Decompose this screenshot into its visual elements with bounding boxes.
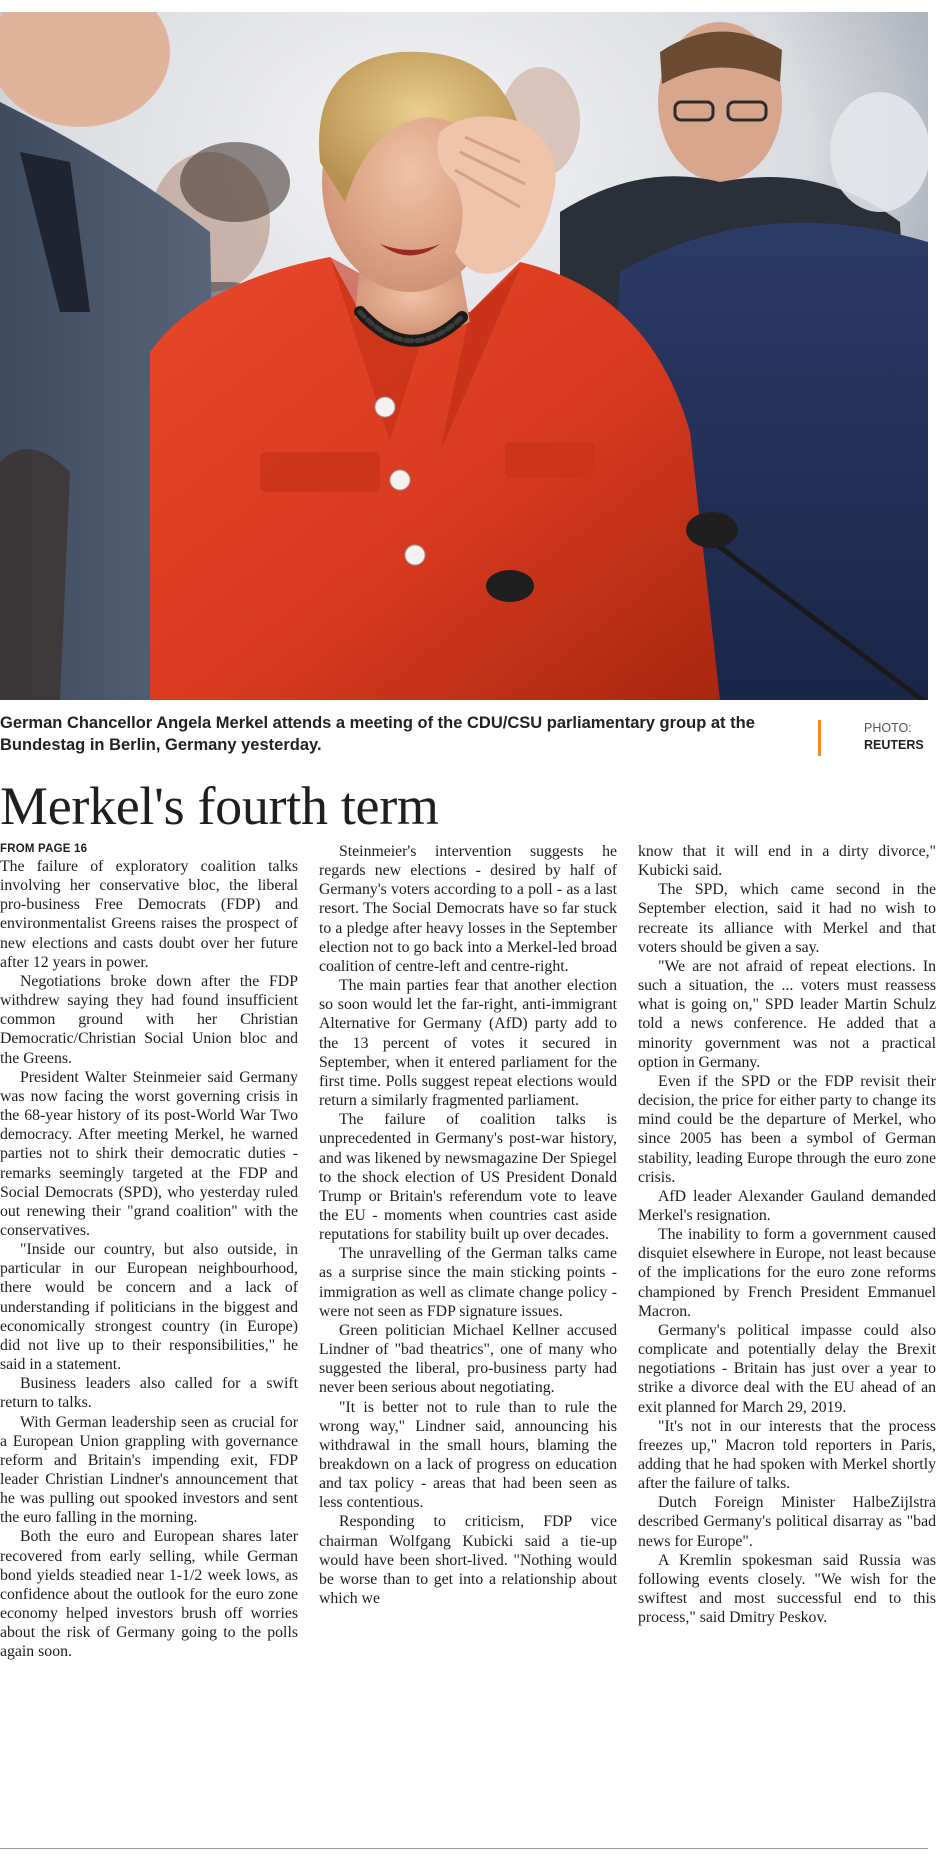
article-paragraph: Dutch Foreign Minister HalbeZijlstra described Germany's political disarray as "bad news for Europe". bbox=[638, 1494, 936, 1550]
article-paragraph: The unravelling of the German talks came as a surprise since the main sticking points - immigration as well as climate change policy - were not seen as FDP signature issues. bbox=[319, 1245, 617, 1320]
article-column-3 bbox=[638, 842, 936, 1627]
article-paragraph: "Inside our country, but also outside, in particular in our European neighbourhood, there would be concern and a lack of understanding if politicians in the biggest and economically strongest country (in Europe) did not live up to their responsibilities," he said in a statement. bbox=[0, 1241, 298, 1374]
article-paragraph: Business leaders also called for a swift return to talks. bbox=[0, 1375, 298, 1412]
article-paragraph: The failure of exploratory coalition talks involving her conservative bloc, the liberal pro-business Free Democrats (FDP) and environmentalist Greens raises the prospect of new elections and casts doubt over her future after 12 years in power. bbox=[0, 858, 298, 971]
article-paragraph: Both the euro and European shares later recovered from early selling, while German bond yields steadied near 1-1/2 week lows, as confidence about the outlook for the euro zone economy helped investors brush off worries about the risk of Germany going to the polls again soon. bbox=[0, 1528, 298, 1661]
article-paragraph: The main parties fear that another election so soon would let the far-right, anti-immigrant Alternative for Germany (AfD) party add to the 13 percent of votes it secured in September, when it entered parliament for the first time. Polls suggest repeat elections would return a similarly fragmented parliament. bbox=[319, 977, 617, 1110]
article-paragraph: Green politician Michael Kellner accused Lindner of "bad theatrics", one of many who suggested the liberal, pro-business party had never been serious about negotiating. bbox=[319, 1321, 617, 1397]
article-paragraph: Steinmeier's intervention suggests he regards new elections - desired by half of Germany's voters according to a poll - as a last resort. The Social Democrats have so far stuck to a pledge after heavy losses in the September election not to go back into a Merkel-led broad coalition of centre-left and centre-right. bbox=[319, 843, 617, 975]
news-photo bbox=[0, 12, 928, 700]
article-paragraph: The failure of coalition talks is unprecedented in Germany's post-war history, and was likened by newsmagazine Der Spiegel to the shock election of US President Donald Trump or Britain's referendum vote to leave the EU - moments when countries cast aside reputations for stability built up over decades. bbox=[319, 1111, 617, 1244]
article-paragraph: AfD leader Alexander Gauland demanded Merkel's resignation. bbox=[638, 1187, 936, 1224]
article-paragraph: With German leadership seen as crucial for a European Union grappling with governance reform and Britain's impending exit, FDP leader Christian Lindner's announcement that he was pulling out spooked investors and sent the euro falling in the morning. bbox=[0, 1413, 298, 1527]
article-paragraph: Germany's political impasse could also complicate and potentially delay the Brexit negotiations - Britain has just over a year to strike a divorce deal with the EU ahead of an exit planned for March 29, 2019. bbox=[638, 1321, 936, 1416]
article-paragraph: "We are not afraid of repeat elections. In such a situation, the ... voters must reassess what is going on," SPD leader Martin Schulz told a news conference. He added that a minority government was not a practical option in Germany. bbox=[638, 957, 936, 1071]
article-paragraph: "It's not in our interests that the process freezes up," Macron told reporters in Paris, adding that he had spoken with Merkel shortly after the failure of talks. bbox=[638, 1417, 936, 1493]
caption-divider bbox=[818, 720, 821, 756]
photo-credit-label: PHOTO: bbox=[864, 721, 912, 735]
photo-credit bbox=[864, 720, 924, 754]
article-paragraph: Negotiations broke down after the FDP withdrew saying they had found insufficient common ground with her Christian Democratic/Christian Social Union bloc and the Greens. bbox=[0, 972, 298, 1067]
page-bottom-rule bbox=[0, 1848, 928, 1849]
article-paragraph: President Walter Steinmeier said Germany was now facing the worst governing crisis in the 68-year history of its post-World War Two democracy. After meeting Merkel, he warned parties not to shirk their democratic duties - remarks seemingly targeted at the FDP and Social Democrats (SPD), who yesterday ruled out renewing their "grand coalition" with the conservatives. bbox=[0, 1068, 298, 1239]
news-photo-merkel-covering-face-icon bbox=[0, 12, 928, 700]
article-paragraph: The inability to form a government caused disquiet elsewhere in Europe, not least because of the implications for the euro zone reforms championed by French President Emmanuel Macron. bbox=[638, 1226, 936, 1320]
continued-from-kicker: FROM PAGE 16 bbox=[0, 843, 88, 855]
article-column-2 bbox=[319, 842, 617, 1608]
photo-credit-name: REUTERS bbox=[864, 738, 924, 752]
photo-caption: German Chancellor Angela Merkel attends a meeting of the CDU/CSU parliamentary group at the Bundestag in Berlin, Germany yesterday. bbox=[0, 714, 755, 754]
article-paragraph: know that it will end in a dirty divorce," Kubicki said. bbox=[638, 843, 936, 880]
article-paragraph: Even if the SPD or the FDP revisit their decision, the price for either party to change its mind could be the departure of Merkel, who since 2005 has been a symbol of German stability, leading Europe through the euro zone crisis. bbox=[638, 1072, 936, 1186]
article-paragraph: A Kremlin spokesman said Russia was following events closely. "We wish for the swiftest and most successful end to this process," said Dmitry Peskov. bbox=[638, 1551, 936, 1627]
article-paragraph: The SPD, which came second in the September election, said it had no wish to recreate its alliance with Merkel and that voters should be given a say. bbox=[638, 881, 936, 956]
article-column-1 bbox=[0, 842, 298, 1662]
article-paragraph: Responding to criticism, FDP vice chairman Wolfgang Kubicki said a tie-up would have been short-lived. "Nothing would be worse than to get into a relationship about which we bbox=[319, 1513, 617, 1608]
headline: Merkel's fourth term bbox=[0, 776, 439, 836]
article-paragraph: "It is better not to rule than to rule the wrong way," Lindner said, announcing his withdrawal in the small hours, blaming the breakdown on a lack of progress on education and tax policy - areas that had been seen as less contentious. bbox=[319, 1398, 617, 1512]
